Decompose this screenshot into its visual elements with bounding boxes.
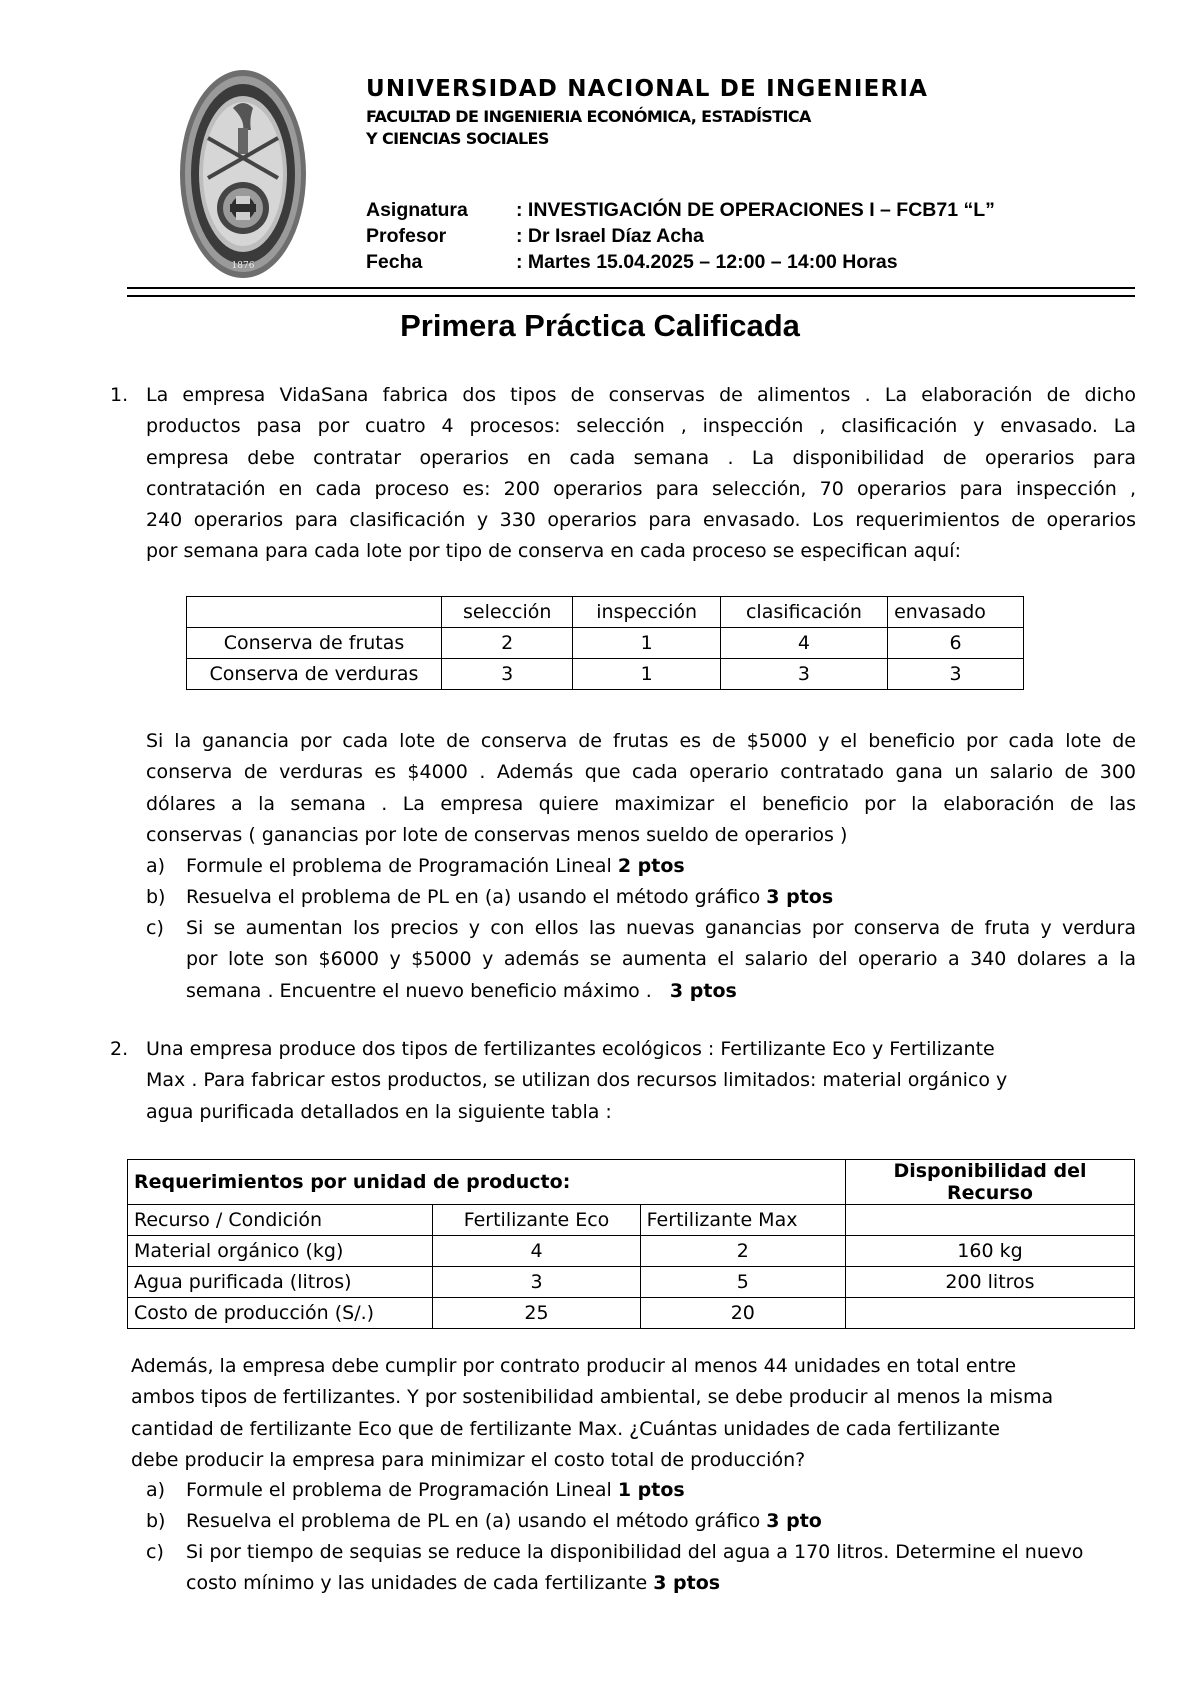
table-cell: 200 litros <box>845 1267 1134 1298</box>
fertilizer-resources-table <box>127 1159 1135 1329</box>
item-points: 2 ptos <box>617 855 685 877</box>
problem-2-statement <box>146 1034 1086 1128</box>
item-text: costo mínimo y las unidades de cada fertilizante <box>186 1572 654 1595</box>
table-cell: 25 <box>433 1298 640 1329</box>
page-title: Primera Práctica Calificada <box>400 308 800 343</box>
item-letter: a) <box>146 855 166 877</box>
problem-1-item-a <box>146 851 1136 883</box>
table-cell: 5 <box>640 1267 845 1298</box>
table-row <box>128 1298 1135 1329</box>
table-cell: 20 <box>640 1298 845 1329</box>
date-label: Fecha <box>366 251 423 273</box>
problem-2-item-c <box>146 1537 1136 1601</box>
statement-line: ambos tipos de fertilizantes. Y por sostenibilidad ambiental, se debe producir al menos la misma <box>131 1386 1054 1409</box>
table-header: Fertilizante Eco <box>433 1205 640 1236</box>
statement-line: por semana para cada lote por tipo de conserva en cada proceso se especifican aquí: <box>146 540 961 563</box>
item-points: 3 ptos <box>653 1572 721 1595</box>
table-cell <box>845 1205 1134 1236</box>
table-cell: 1 <box>573 628 720 659</box>
table-cell: Material orgánico (kg) <box>128 1236 433 1267</box>
table-cell: Agua purificada (litros) <box>128 1267 433 1298</box>
table-cell: 3 <box>442 659 573 690</box>
subject-value: : INVESTIGACIÓN DE OPERACIONES I – FCB71 “L” <box>516 199 995 221</box>
item-text: semana . Encuentre el nuevo beneficio máximo . <box>186 979 670 1002</box>
university-seal-logo <box>178 68 308 280</box>
item-points: 1 ptos <box>617 1479 685 1501</box>
table-cell: 1 <box>573 659 720 690</box>
problem-1-item-b <box>146 882 1136 914</box>
faculty-name <box>366 106 811 150</box>
item-text: Si se aumentan los precios y con ellos las nuevas ganancias por conserva de fruta y verdura <box>186 917 1136 939</box>
table-header-row <box>187 597 1024 628</box>
item-letter: b) <box>146 886 166 908</box>
header-divider <box>127 287 1135 297</box>
item-letter: c) <box>146 917 164 939</box>
table-header: envasado <box>888 597 1024 628</box>
item-points: 3 ptos <box>766 886 834 908</box>
university-name: UNIVERSIDAD NACIONAL DE INGENIERIA <box>366 76 929 102</box>
course-info <box>366 197 995 275</box>
problem-2-item-a <box>146 1475 1136 1507</box>
svg-text:1876: 1876 <box>231 261 255 271</box>
item-letter: a) <box>146 1479 166 1501</box>
statement-line: agua purificada detallados en la siguiente tabla : <box>146 1100 612 1123</box>
statement-line: 240 operarios para clasificación y 330 operarios para envasado. Los requerimientos de operarios <box>146 509 1136 532</box>
statement-line: La empresa VidaSana fabrica dos tipos de conservas de alimentos . La elaboración de dicho <box>146 384 1136 406</box>
item-letter: c) <box>146 1541 164 1563</box>
item-text: Si por tiempo de sequias se reduce la disponibilidad del agua a 170 litros. Determine el nuevo <box>186 1541 1084 1563</box>
item-text: Formule el problema de Programación Lineal <box>186 855 618 877</box>
table-title: Requerimientos por unidad de producto: <box>128 1160 846 1205</box>
table-row <box>128 1267 1135 1298</box>
statement-line: dólares a la semana . La empresa quiere maximizar el beneficio por la elaboración de las <box>146 792 1136 815</box>
problem-1-number: 1. <box>110 384 129 406</box>
table-cell: 2 <box>640 1236 845 1267</box>
item-points: 3 ptos <box>669 979 737 1002</box>
table-cell: 2 <box>442 628 573 659</box>
table-cell: Conserva de frutas <box>187 628 442 659</box>
table-cell <box>187 597 442 628</box>
statement-line: debe producir la empresa para minimizar el costo total de producción? <box>131 1448 806 1471</box>
statement-line: Una empresa produce dos tipos de fertilizantes ecológicos : Fertilizante Eco y Fertilizante <box>146 1038 995 1060</box>
table-header: Recurso / Condición <box>128 1205 433 1236</box>
statement-line: conserva de verduras es $4000 . Además que cada operario contratado gana un salario de 300 <box>146 761 1136 784</box>
problem-1-profit-text <box>146 726 1136 851</box>
faculty-line-2: Y CIENCIAS SOCIALES <box>366 129 549 148</box>
table-header: clasificación <box>720 597 887 628</box>
subject-label: Asignatura <box>366 199 468 221</box>
table-header: inspección <box>573 597 720 628</box>
table-header: selección <box>442 597 573 628</box>
table-title-row <box>128 1160 1135 1205</box>
item-text: Resuelva el problema de PL en (a) usando el método gráfico <box>186 886 767 908</box>
table-cell: 4 <box>720 628 887 659</box>
table-cell: 4 <box>433 1236 640 1267</box>
item-text: Formule el problema de Programación Lineal <box>186 1479 618 1501</box>
professor-value: : Dr Israel Díaz Acha <box>516 225 704 247</box>
statement-line: Max . Para fabricar estos productos, se utilizan dos recursos limitados: material orgánico y <box>146 1069 1008 1092</box>
statement-line: Si la ganancia por cada lote de conserva de frutas es de $5000 y el beneficio por cada lote de <box>146 730 1136 752</box>
problem-2-item-b <box>146 1506 1136 1538</box>
table-cell: Conserva de verduras <box>187 659 442 690</box>
statement-line: empresa debe contratar operarios en cada semana . La disponibilidad de operarios para <box>146 446 1136 469</box>
item-text: por lote son $6000 y $5000 y además se aumenta el salario del operario a 340 dolares a la <box>186 948 1136 971</box>
table-cell: 3 <box>888 659 1024 690</box>
table-header-row <box>128 1205 1135 1236</box>
problem-2-constraints-text <box>131 1351 1121 1476</box>
statement-line: contratación en cada proceso es: 200 operarios para selección, 70 operarios para inspección , <box>146 477 1136 500</box>
table-row <box>187 628 1024 659</box>
table-row <box>128 1236 1135 1267</box>
table-cell: 3 <box>433 1267 640 1298</box>
table-cell: 160 kg <box>845 1236 1134 1267</box>
table-cell: Costo de producción (S/.) <box>128 1298 433 1329</box>
date-value: : Martes 15.04.2025 – 12:00 – 14:00 Horas <box>516 251 898 273</box>
professor-label: Profesor <box>366 225 447 247</box>
faculty-line-1: FACULTAD DE INGENIERIA ECONÓMICA, ESTADÍSTICA <box>366 107 811 126</box>
item-text: Resuelva el problema de PL en (a) usando el método gráfico <box>186 1510 767 1532</box>
table-header: Fertilizante Max <box>640 1205 845 1236</box>
table-cell: 6 <box>888 628 1024 659</box>
statement-line: productos pasa por cuatro 4 procesos: selección , inspección , clasificación y envasado. La <box>146 415 1136 438</box>
problem-1-item-c <box>146 913 1136 1009</box>
table-cell: 3 <box>720 659 887 690</box>
problem-2-number: 2. <box>110 1038 129 1060</box>
statement-line: Además, la empresa debe cumplir por contrato producir al menos 44 unidades en total entre <box>131 1355 1017 1377</box>
table-row <box>187 659 1024 690</box>
item-letter: b) <box>146 1510 166 1532</box>
statement-line: conservas ( ganancias por lote de conservas menos sueldo de operarios ) <box>146 823 848 846</box>
table-cell <box>845 1298 1134 1329</box>
problem-1-statement <box>146 380 1136 568</box>
statement-line: cantidad de fertilizante Eco que de fertilizante Max. ¿Cuántas unidades de cada fertilizante <box>131 1417 1000 1440</box>
item-points: 3 pto <box>766 1510 822 1532</box>
operators-requirements-table <box>186 596 1024 690</box>
table-header: Disponibilidad del Recurso <box>845 1160 1134 1205</box>
